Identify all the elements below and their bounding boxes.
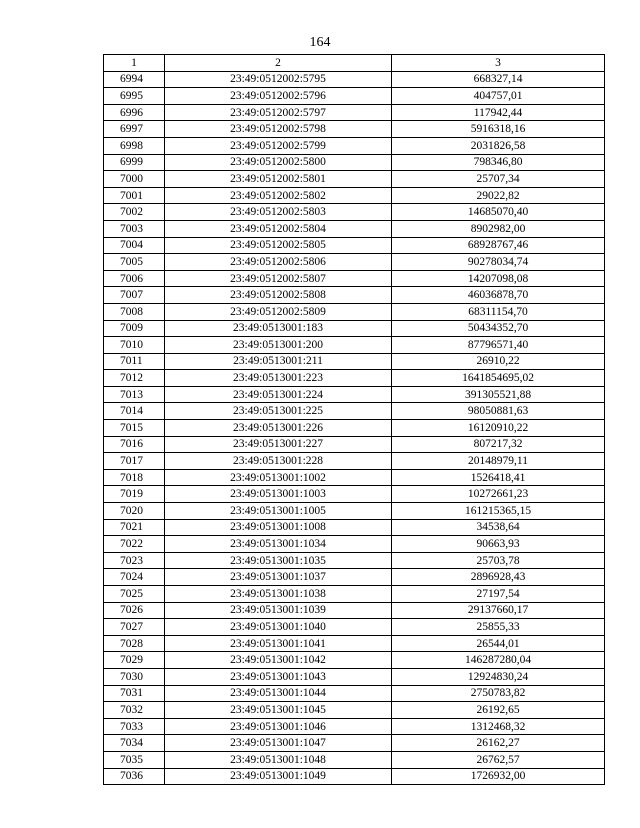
table-body	[104, 71, 605, 785]
cadastral-number-cell: 23:49:0513001:1043	[165, 668, 392, 685]
row-number-cell: 7003	[104, 220, 165, 237]
page-number: 164	[309, 35, 331, 50]
cadastral-number-cell: 23:49:0513001:227	[165, 436, 392, 453]
column-header-1: 1	[104, 55, 165, 72]
cadastral-number-cell: 23:49:0513001:1005	[165, 503, 392, 520]
cadastral-value-cell: 146287280,04	[392, 652, 605, 669]
row-number-cell: 7020	[104, 503, 165, 520]
table-row	[104, 337, 605, 354]
cadastral-value-cell: 1726932,00	[392, 768, 605, 785]
table-row	[104, 768, 605, 785]
cadastral-number-cell: 23:49:0512002:5801	[165, 171, 392, 188]
table-row	[104, 751, 605, 768]
cadastral-number-cell: 23:49:0513001:1003	[165, 486, 392, 503]
cadastral-number-cell: 23:49:0512002:5796	[165, 88, 392, 105]
row-number-cell: 6999	[104, 154, 165, 171]
cadastral-number-cell: 23:49:0513001:211	[165, 353, 392, 370]
cadastral-value-cell: 1526418,41	[392, 469, 605, 486]
cadastral-value-cell: 798346,80	[392, 154, 605, 171]
row-number-cell: 6997	[104, 121, 165, 138]
row-number-cell: 7034	[104, 735, 165, 752]
cadastral-value-cell: 26762,57	[392, 751, 605, 768]
table-row	[104, 569, 605, 586]
table-row	[104, 88, 605, 105]
row-number-cell: 6995	[104, 88, 165, 105]
cadastral-number-cell: 23:49:0513001:1047	[165, 735, 392, 752]
cadastral-value-cell: 25703,78	[392, 552, 605, 569]
table-row	[104, 586, 605, 603]
row-number-cell: 7005	[104, 254, 165, 271]
row-number-cell: 7021	[104, 519, 165, 536]
cadastral-number-cell: 23:49:0512002:5802	[165, 187, 392, 204]
row-number-cell: 7023	[104, 552, 165, 569]
cadastral-value-cell: 26162,27	[392, 735, 605, 752]
cadastral-number-cell: 23:49:0513001:1039	[165, 602, 392, 619]
row-number-cell: 7028	[104, 635, 165, 652]
cadastral-number-cell: 23:49:0512002:5795	[165, 71, 392, 88]
cadastral-number-cell: 23:49:0513001:1008	[165, 519, 392, 536]
cadastral-number-cell: 23:49:0513001:1042	[165, 652, 392, 669]
table-row	[104, 204, 605, 221]
table-row	[104, 121, 605, 138]
row-number-cell: 7009	[104, 320, 165, 337]
cadastral-value-cell: 16120910,22	[392, 420, 605, 437]
cadastral-value-cell: 26192,65	[392, 702, 605, 719]
table-row	[104, 436, 605, 453]
cadastral-value-cell: 391305521,88	[392, 386, 605, 403]
header-row	[104, 55, 605, 72]
cadastral-number-cell: 23:49:0513001:225	[165, 403, 392, 420]
column-header-3: 3	[392, 55, 605, 72]
cadastral-number-cell: 23:49:0512002:5809	[165, 303, 392, 320]
cadastral-number-cell: 23:49:0513001:224	[165, 386, 392, 403]
row-number-cell: 7016	[104, 436, 165, 453]
cadastral-value-cell: 27197,54	[392, 586, 605, 603]
cadastral-number-cell: 23:49:0513001:1035	[165, 552, 392, 569]
row-number-cell: 7011	[104, 353, 165, 370]
row-number-cell: 7014	[104, 403, 165, 420]
row-number-cell: 6998	[104, 137, 165, 154]
cadastral-number-cell: 23:49:0513001:1045	[165, 702, 392, 719]
cadastral-value-cell: 14685070,40	[392, 204, 605, 221]
cadastral-value-cell: 98050881,63	[392, 403, 605, 420]
cadastral-number-cell: 23:49:0513001:1046	[165, 718, 392, 735]
cadastral-value-cell: 68928767,46	[392, 237, 605, 254]
table-row	[104, 137, 605, 154]
row-number-cell: 7000	[104, 171, 165, 188]
cadastral-number-cell: 23:49:0512002:5800	[165, 154, 392, 171]
cadastral-value-cell: 26544,01	[392, 635, 605, 652]
table-row	[104, 171, 605, 188]
table-row	[104, 287, 605, 304]
column-header-2: 2	[165, 55, 392, 72]
table-row	[104, 370, 605, 387]
row-number-cell: 7031	[104, 685, 165, 702]
cadastral-number-cell: 23:49:0513001:183	[165, 320, 392, 337]
cadastral-value-cell: 29137660,17	[392, 602, 605, 619]
table-row	[104, 702, 605, 719]
table-row	[104, 486, 605, 503]
cadastral-value-cell: 1641854695,02	[392, 370, 605, 387]
cadastral-number-cell: 23:49:0513001:226	[165, 420, 392, 437]
cadastral-value-cell: 10272661,23	[392, 486, 605, 503]
cadastral-value-cell: 161215365,15	[392, 503, 605, 520]
cadastral-value-cell: 1312468,32	[392, 718, 605, 735]
table-row	[104, 635, 605, 652]
table-row	[104, 602, 605, 619]
cadastral-value-cell: 2031826,58	[392, 137, 605, 154]
table-row	[104, 652, 605, 669]
row-number-cell: 7024	[104, 569, 165, 586]
cadastral-value-cell: 404757,01	[392, 88, 605, 105]
row-number-cell: 7017	[104, 453, 165, 470]
table-row	[104, 403, 605, 420]
table-row	[104, 420, 605, 437]
table-row	[104, 320, 605, 337]
cadastral-value-cell: 14207098,08	[392, 270, 605, 287]
cadastral-number-cell: 23:49:0512002:5806	[165, 254, 392, 271]
table-row	[104, 469, 605, 486]
cadastral-number-cell: 23:49:0512002:5808	[165, 287, 392, 304]
cadastral-value-cell: 2750783,82	[392, 685, 605, 702]
row-number-cell: 7015	[104, 420, 165, 437]
cadastral-value-cell: 68311154,70	[392, 303, 605, 320]
row-number-cell: 7008	[104, 303, 165, 320]
cadastral-value-cell: 29022,82	[392, 187, 605, 204]
row-number-cell: 7007	[104, 287, 165, 304]
cadastral-number-cell: 23:49:0512002:5798	[165, 121, 392, 138]
table-row	[104, 552, 605, 569]
cadastral-value-cell: 117942,44	[392, 104, 605, 121]
table-row	[104, 668, 605, 685]
row-number-cell: 7012	[104, 370, 165, 387]
table-row	[104, 353, 605, 370]
table-row	[104, 71, 605, 88]
table-row	[104, 254, 605, 271]
row-number-cell: 6994	[104, 71, 165, 88]
cadastral-value-cell: 668327,14	[392, 71, 605, 88]
table-row	[104, 220, 605, 237]
cadastral-value-cell: 50434352,70	[392, 320, 605, 337]
row-number-cell: 7004	[104, 237, 165, 254]
cadastral-value-cell: 807217,32	[392, 436, 605, 453]
table-row	[104, 303, 605, 320]
cadastral-number-cell: 23:49:0512002:5807	[165, 270, 392, 287]
row-number-cell: 7006	[104, 270, 165, 287]
cadastral-number-cell: 23:49:0513001:1002	[165, 469, 392, 486]
cadastral-value-cell: 5916318,16	[392, 121, 605, 138]
row-number-cell: 7018	[104, 469, 165, 486]
row-number-cell: 7019	[104, 486, 165, 503]
cadastral-value-cell: 2896928,43	[392, 569, 605, 586]
row-number-cell: 7027	[104, 619, 165, 636]
row-number-cell: 7036	[104, 768, 165, 785]
cadastral-number-cell: 23:49:0513001:1041	[165, 635, 392, 652]
cadastral-number-cell: 23:49:0512002:5797	[165, 104, 392, 121]
table-row	[104, 453, 605, 470]
cadastral-number-cell: 23:49:0513001:200	[165, 337, 392, 354]
row-number-cell: 7025	[104, 586, 165, 603]
cadastral-value-cell: 12924830,24	[392, 668, 605, 685]
row-number-cell: 7030	[104, 668, 165, 685]
row-number-cell: 7001	[104, 187, 165, 204]
table-row	[104, 718, 605, 735]
cadastral-value-cell: 87796571,40	[392, 337, 605, 354]
cadastral-number-cell: 23:49:0513001:1048	[165, 751, 392, 768]
cadastral-number-cell: 23:49:0513001:223	[165, 370, 392, 387]
cadastral-value-table	[103, 54, 605, 785]
table-row	[104, 386, 605, 403]
row-number-cell: 7013	[104, 386, 165, 403]
table-row	[104, 154, 605, 171]
row-number-cell: 7002	[104, 204, 165, 221]
table-row	[104, 104, 605, 121]
cadastral-number-cell: 23:49:0513001:1037	[165, 569, 392, 586]
cadastral-number-cell: 23:49:0512002:5804	[165, 220, 392, 237]
row-number-cell: 7032	[104, 702, 165, 719]
row-number-cell: 7010	[104, 337, 165, 354]
cadastral-value-cell: 34538,64	[392, 519, 605, 536]
row-number-cell: 7026	[104, 602, 165, 619]
cadastral-number-cell: 23:49:0512002:5803	[165, 204, 392, 221]
table-row	[104, 685, 605, 702]
table-row	[104, 187, 605, 204]
cadastral-number-cell: 23:49:0513001:1044	[165, 685, 392, 702]
table-row	[104, 503, 605, 520]
cadastral-number-cell: 23:49:0513001:1038	[165, 586, 392, 603]
row-number-cell: 7029	[104, 652, 165, 669]
cadastral-number-cell: 23:49:0513001:1049	[165, 768, 392, 785]
cadastral-value-cell: 46036878,70	[392, 287, 605, 304]
table-row	[104, 735, 605, 752]
cadastral-number-cell: 23:49:0512002:5799	[165, 137, 392, 154]
row-number-cell: 6996	[104, 104, 165, 121]
table-header	[104, 55, 605, 72]
cadastral-number-cell: 23:49:0512002:5805	[165, 237, 392, 254]
cadastral-value-cell: 25855,33	[392, 619, 605, 636]
cadastral-number-cell: 23:49:0513001:228	[165, 453, 392, 470]
cadastral-value-cell: 90278034,74	[392, 254, 605, 271]
cadastral-value-cell: 25707,34	[392, 171, 605, 188]
cadastral-number-cell: 23:49:0513001:1034	[165, 536, 392, 553]
cadastral-value-cell: 90663,93	[392, 536, 605, 553]
row-number-cell: 7033	[104, 718, 165, 735]
cadastral-number-cell: 23:49:0513001:1040	[165, 619, 392, 636]
row-number-cell: 7022	[104, 536, 165, 553]
table-row	[104, 270, 605, 287]
cadastral-value-cell: 26910,22	[392, 353, 605, 370]
cadastral-value-cell: 8902982,00	[392, 220, 605, 237]
row-number-cell: 7035	[104, 751, 165, 768]
table-row	[104, 536, 605, 553]
cadastral-value-cell: 20148979,11	[392, 453, 605, 470]
table-row	[104, 519, 605, 536]
table-row	[104, 237, 605, 254]
table-row	[104, 619, 605, 636]
